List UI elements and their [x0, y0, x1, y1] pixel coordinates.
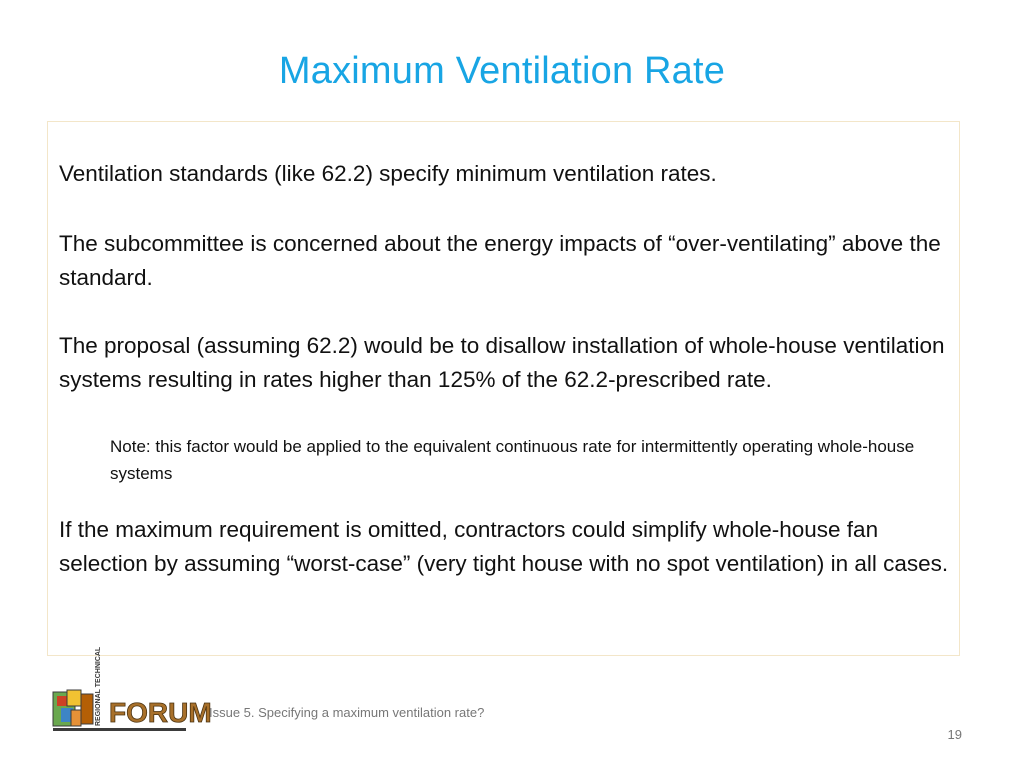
logo-forum-text: FORUM: [109, 697, 212, 728]
paragraph-standards: Ventilation standards (like 62.2) specify minimum ventilation rates.: [59, 161, 717, 186]
slide-title: Maximum Ventilation Rate: [278, 50, 726, 92]
page-number: 19: [947, 727, 962, 742]
forum-logo: [51, 646, 212, 732]
paragraph-proposal: The proposal (assuming 62.2) would be to disallow installation of whole-house ventilation systems resulting in rates higher than 125% of the 62.2-prescribed rate.: [59, 333, 945, 392]
content-box: [47, 121, 960, 656]
paragraph-omitted: If the maximum requirement is omitted, contractors could simplify whole-house fan selection by assuming “worst-case” (very tight house with no spot ventilation) in all cases.: [59, 517, 949, 576]
map-emblem-icon: [53, 690, 93, 726]
logo-side-text: REGIONAL TECHNICAL: [95, 646, 102, 726]
footer-caption: Issue 5. Specifying a maximum ventilation rate?: [209, 705, 485, 720]
paragraph-concern: The subcommittee is concerned about the energy impacts of “over-ventilating” above the standard.: [59, 231, 941, 290]
note-text: Note: this factor would be applied to the equivalent continuous rate for intermittently operating whole-house systems: [110, 437, 915, 483]
